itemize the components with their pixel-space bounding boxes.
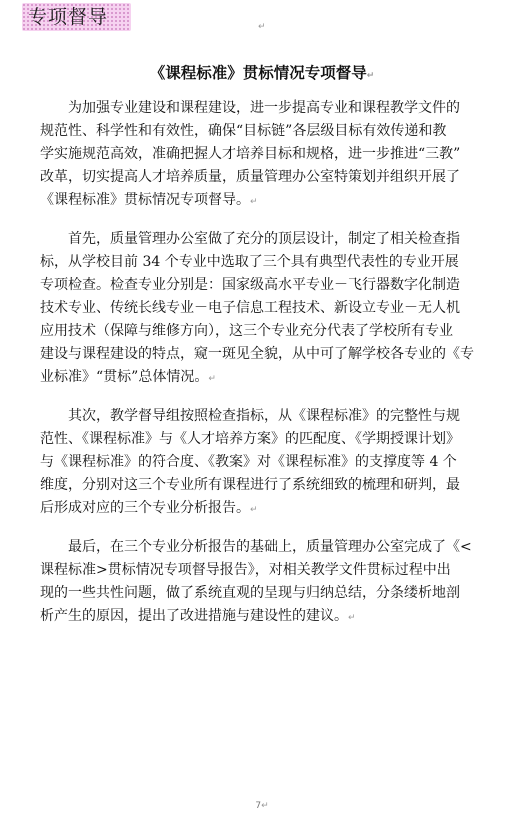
section-tag-label: 专项督导: [28, 6, 109, 28]
paragraph-line: 建设与课程建设的特点，窥一斑见全貌，从中可了解学校各专业的《专: [40, 346, 474, 362]
paragraph-line-text: 《课程标准》贯标情况专项督导。: [40, 192, 250, 208]
paragraph-line: 应用技术（保障与维修方向），这三个专业充分代表了学校所有专业: [40, 323, 453, 339]
paragraph-line: 为加强专业建设和课程建设，进一步提高专业和课程教学文件的: [68, 100, 460, 116]
paragraph-line: 专项检查。检查专业分别是：国家级高水平专业－飞行器数字化制造: [40, 277, 460, 293]
paragraph-line: 标，从学校目前 34 个专业中选取了三个具有典型代表性的专业开展: [40, 254, 459, 270]
paragraph-intro: [40, 97, 492, 214]
paragraph-line: 范性、《课程标准》与《人才培养方案》的匹配度、《学期授课计划》: [40, 431, 460, 447]
paragraph-mark-icon: ↵: [250, 197, 258, 207]
paragraph-line: 课程标准>贯标情况专项督导报告》，对相关教学文件贯标过程中出: [40, 562, 451, 578]
paragraph-mark-icon: ↵: [250, 505, 258, 515]
paragraph-mark-icon: ↵: [366, 71, 375, 81]
paragraph-line-last: [40, 366, 492, 391]
paragraph-line: 规范性、科学性和有效性，确保“目标链”各层级目标有效传递和教: [40, 123, 447, 139]
paragraph-line: 与《课程标准》的符合度、《教案》对《课程标准》的支撑度等 4 个: [40, 454, 457, 470]
paragraph-mark-icon: ↵: [261, 801, 269, 811]
document-title: [0, 62, 524, 87]
paragraph-mark-icon: ↵: [258, 22, 266, 32]
paragraph-line: 其次，教学督导组按照检查指标，从《课程标准》的完整性与规: [68, 408, 460, 424]
paragraph-line: 首先，质量管理办公室做了充分的顶层设计，制定了相关检查指: [68, 231, 460, 247]
paragraph-line-text: 后形成对应的三个专业分析报告。: [40, 500, 250, 516]
paragraph-mark-icon: ↵: [208, 374, 216, 384]
paragraph-line-last: [40, 497, 492, 522]
paragraph-line: 学实施规范高效，准确把握人才培养目标和规格，进一步推进“三教”: [40, 146, 461, 162]
paragraph-line: 最后，在三个专业分析报告的基础上，质量管理办公室完成了《<: [68, 539, 472, 555]
paragraph-final: [40, 536, 492, 630]
paragraph-line-last: [40, 605, 492, 630]
paragraph-line-text: 业标准》“贯标”总体情况。: [40, 369, 209, 385]
document-body: [40, 97, 492, 644]
paragraph-mark-icon: ↵: [348, 613, 356, 623]
document-title-text: 《课程标准》贯标情况专项督导: [149, 64, 367, 82]
paragraph-line: 维度，分别对这三个专业所有课程进行了系统细致的梳理和研判，最: [40, 477, 460, 493]
paragraph-first: [40, 228, 492, 391]
page-number: [0, 801, 524, 811]
page-number-text: 7: [255, 801, 262, 811]
section-tag: [22, 3, 131, 31]
paragraph-line-last: [40, 189, 492, 214]
paragraph-second: [40, 405, 492, 522]
paragraph-line: 改革，切实提高人才培养质量，质量管理办公室特策划并组织开展了: [40, 169, 460, 185]
paragraph-line-text: 析产生的原因，提出了改进措施与建设性的建议。: [40, 608, 348, 624]
paragraph-line: 现的一些共性问题，做了系统直观的呈现与归纳总结，分条缕析地剖: [40, 585, 460, 601]
paragraph-line: 技术专业、传统长线专业－电子信息工程技术、新设立专业－无人机: [40, 300, 460, 316]
